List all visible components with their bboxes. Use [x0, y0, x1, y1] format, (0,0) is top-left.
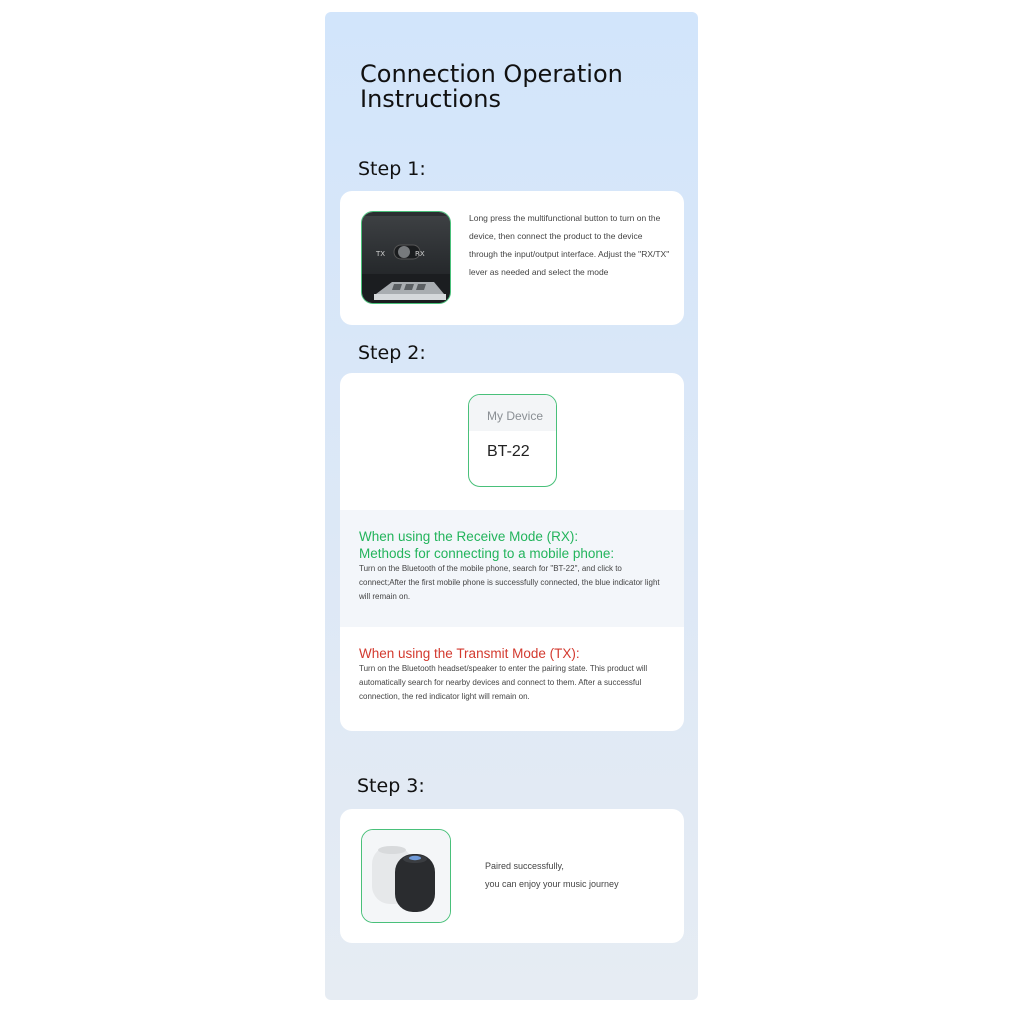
receive-mode-section	[340, 510, 684, 627]
receive-mode-subtitle: Methods for connecting to a mobile phone:	[359, 546, 615, 561]
step-3-card	[340, 809, 684, 943]
device-list-header: My Device	[469, 395, 556, 431]
switch-illustration	[362, 212, 450, 303]
rx-switch-label: RX	[415, 250, 425, 258]
step-1-label: Step 1:	[358, 158, 426, 180]
device-list-image	[468, 394, 557, 487]
step-1-instructions: Long press the multifunctional button to turn on the device, then connect the product to the device through the input/output interface. Adjust the "RX/TX" lever as needed and select the mode	[469, 213, 670, 277]
transmit-mode-section	[359, 645, 681, 704]
step-2-label: Step 2:	[358, 342, 426, 364]
transmit-mode-title: When using the Transmit Mode (TX):	[359, 646, 580, 661]
step-3-label: Step 3:	[357, 775, 425, 797]
tx-switch-label: TX	[376, 250, 386, 258]
receive-mode-text: Turn on the Bluetooth of the mobile phone, search for "BT-22", and click to connect;After the first mobile phone is successfully connected, the blue indicator light will remain on.	[359, 564, 660, 601]
enjoy-text: you can enjoy your music journey	[485, 879, 619, 889]
step-3-message	[485, 857, 619, 893]
transmit-mode-text: Turn on the Bluetooth headset/speaker to enter the pairing state. This product will automatically search for nearby devices and connect to them. After a successful connection, the red indicator light will remain on.	[359, 664, 648, 701]
speakers-illustration	[362, 830, 450, 922]
device-name: BT-22	[487, 443, 530, 460]
receive-mode-title: When using the Receive Mode (RX):	[359, 529, 579, 544]
device-switch-image	[361, 211, 451, 304]
speaker-image	[361, 829, 451, 923]
step-2-card	[340, 373, 684, 731]
step-1-card	[340, 191, 684, 325]
paired-text: Paired successfully,	[485, 861, 564, 871]
page-title: Connection Operation Instructions	[360, 60, 623, 113]
